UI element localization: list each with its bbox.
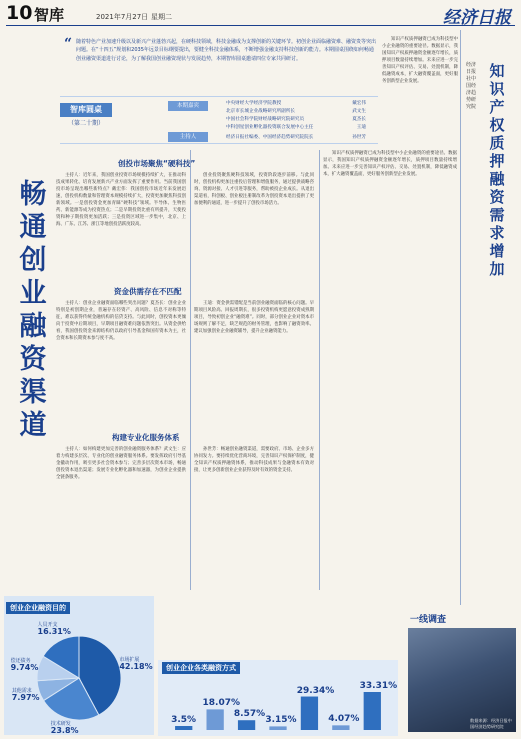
roundtable-panel: [60, 96, 378, 144]
body-text: 王迪：资金供需错配是当前创业融资面临的核心问题。早期项目风险高、回报周期长，很多投资机构更愿意投资成熟期项目，导致初创企业“融资难”。同时，部分创业企业对资本市场规则了解不足，缺乏规范的财务管理，也影响了融资效率。建议加强创业企业融资辅导，提升企业融资能力。: [194, 301, 314, 334]
bar: [207, 709, 224, 730]
body-column: [56, 446, 186, 590]
bar-value-label: 8.57%: [233, 709, 266, 720]
bar: [175, 726, 192, 730]
body-text: 知识产权质押融资已成为科技型中小企业融资的重要途径。数据显示，我国知识产权质押融资金额逐年增长，质押项目数量持续增加。未来应进一步完善知识产权评估、交易、处置机制，降低融资成本，扩大融资覆盖面，更好服务创新型企业发展。: [382, 37, 458, 84]
body-column: [194, 300, 314, 426]
guests-tag: 本期嘉宾: [168, 101, 208, 111]
side-article-byline: 经济日报社中国经济趋势研究院: [466, 62, 477, 110]
bar-chart-panel: [158, 660, 398, 736]
bar: [301, 697, 318, 730]
pie-slice-value: 16.31%: [37, 627, 71, 637]
pie-chart-title: 创业企业融资目的: [6, 602, 70, 614]
issue-date: 2021年7月27日: [96, 13, 149, 21]
pie-slice-value: 23.8%: [50, 726, 79, 735]
issue-weekday: 星期二: [151, 13, 172, 21]
guest-row: [226, 124, 366, 130]
guest-row: [226, 116, 366, 122]
pie-slice-value: 42.18%: [119, 662, 153, 672]
column-divider: [460, 30, 461, 605]
guest-row: [226, 100, 366, 106]
host-tag: 主持人: [168, 132, 208, 142]
bar-value-label: 4.07%: [328, 714, 360, 725]
body-column: [194, 446, 314, 590]
pie-slice-value: 9.74%: [10, 662, 39, 672]
guest-name: 武文生: [352, 109, 366, 114]
guest-row: [226, 108, 366, 114]
pie-chart-panel: [4, 596, 154, 735]
bar-value-label: 3.15%: [265, 715, 297, 726]
bar-value-label: 18.07%: [202, 698, 240, 709]
body-text: 主持人：近年来，我国创业投资市场规模持续扩大，在推动科技成果转化、培育发展新兴产业方面发挥了重要作用。当前我国创投市场呈现出哪些新特点？戴宏伟：我国创投市场近年来发展迅速，创投机构数量和管理资本规模持续扩大，投资更加聚焦科技创新领域。一是创投资金更加青睐“硬科技”领域。半导体、生物医药、新能源等成为投资热点；二是早期投资比重有所提升，天使投资和种子期投资更加活跃；三是投资区域进一步集中，北京、上海、广东、江苏、浙江等地创投活跃度较高。: [56, 173, 186, 227]
guest-name: 戴宏伟: [352, 101, 366, 106]
subhead-3: 构建专业化服务体系: [112, 433, 180, 442]
pie-slice-label: 市场扩展: [119, 657, 140, 664]
pie-slice-label: 其他需求: [11, 688, 32, 695]
subhead-2: 资金供需存在不匹配: [114, 287, 182, 296]
survey-tag: 一线调查: [410, 615, 447, 625]
body-column: [56, 172, 186, 280]
pie-slice-label: 偿还债务: [10, 657, 31, 664]
pie-slice-label: 人员开支: [37, 622, 58, 629]
bar-value-label: 33.31%: [359, 681, 398, 691]
subhead-1: 创投市场聚焦“硬科技”: [118, 159, 196, 168]
host-name: 孙世芳: [352, 135, 366, 140]
column-divider: [190, 150, 191, 590]
guest-org: 北京市长城企业战略研究所副所长: [226, 109, 295, 114]
body-text: 知识产权质押融资已成为科技型中小企业融资的重要途径。数据显示，我国知识产权质押融资金额逐年增长，质押项目数量持续增加。未来应进一步完善知识产权评估、交易、处置机制，降低融资成本，扩大融资覆盖面，更好服务创新型企业发展。: [323, 151, 457, 177]
body-column: [382, 36, 458, 144]
newspaper-logo: 经济日报: [443, 8, 511, 28]
pie-slice-label: 技术研发: [50, 721, 71, 727]
guest-org: 中科创星创业孵化器投资联合发展中心主任: [226, 125, 314, 130]
guest-name: 夏杰长: [352, 117, 366, 122]
photo-caption: 数据来源：经济日报中国经济趋势研究院: [470, 718, 512, 729]
reporter-photo: [408, 628, 516, 732]
bar-chart-title: 创业企业各类融资方式: [162, 662, 240, 674]
pie-slice-value: 7.97%: [11, 693, 40, 703]
guest-name: 王迪: [356, 125, 366, 130]
bar-value-label: 3.5%: [171, 715, 197, 725]
section-name: 智库: [34, 6, 65, 24]
body-text: 主持人：如何构建更加完善的创业融资服务体系？武文生：应着力构建多层次、专业化的创业融资服务体系。要发挥政府引导基金撬动作用，吸引更多社会资本参与；完善多层次资本市场，畅通创投资本退出渠道；发展专业化孵化器和加速器，为创业企业提供全链条服务。: [56, 447, 186, 480]
page-number: 10: [6, 2, 33, 24]
body-column: [56, 300, 186, 426]
body-column: [323, 150, 457, 590]
body-column: [194, 172, 314, 280]
masthead: [6, 4, 515, 26]
guest-org: 中央财经大学经济学院教授: [226, 101, 282, 106]
host-row: [226, 134, 366, 140]
body-text: 创业投资聚焦硬科技领域，投资阶段逐步前移。与此同时，创投机构更加注重投后管理和增值服务，通过提供战略咨询、资源对接、人才引进等服务，帮助被投企业成长。从退出渠道看，科创板、创业板注册制改革为创投资本退出提供了更加便利的通道，进一步提升了创投市场活力。: [194, 173, 314, 206]
panel-title: 智库圆桌: [60, 103, 112, 117]
lead-paragraph: 随着特色产业加速升级以及新兴产业蓬勃兴起，在硬科技领域，科技金融成为支撑创新的关键环节。初创企业面临融资难、融资贵等突出问题。在“十四五”规划和2035年远景目标纲要提出，要健全科技金融体系，不断增强金融支持科技创新的能力。本期圆桌围绕如何畅通创业融资渠道进行讨论，为了解我国创业融资现状与发展趋势，本期智库圆桌邀请四位专家共同研讨。: [76, 39, 376, 62]
article-title: 畅通创业融资渠道: [19, 179, 47, 441]
body-text: 孙世芳：畅通创业融资渠道，需要政府、市场、企业多方协同发力。要持续优化营商环境，完善知识产权保护制度，健全知识产权质押融资体系，推动科技成果与金融资本有效对接，让更多创新创业企业获得及时有效的资金支持。: [194, 447, 314, 473]
host-org: 经济日报社编委、中国经济趋势研究院院长: [226, 135, 314, 140]
column-divider: [319, 150, 320, 590]
quote-icon: “: [64, 36, 73, 52]
guest-org: 中国社会科学院财经战略研究院研究员: [226, 117, 305, 122]
bar-value-label: 29.34%: [296, 685, 335, 696]
bar: [364, 692, 381, 730]
bar: [238, 720, 255, 730]
bar: [269, 726, 286, 730]
side-article-title: 知识产权质押融资需求增加: [489, 62, 505, 278]
panel-subtitle: （第二十期）: [67, 120, 104, 127]
bar: [332, 725, 349, 730]
body-text: 主持人：创业企业融资面临哪些突出问题？夏杰长：创业企业特别是初创期企业，普遍存在轻资产、高风险、信息不对称等特征，难以获得传统金融机构的信贷支持。与此同时，创投资本更倾向于投资中后期项目，早期项目融资难问题依然突出。从资金供给看，我国创投资金来源结构仍以政府引导基金和国有资本为主，社会资本和长期资本参与度不高。: [56, 301, 186, 341]
